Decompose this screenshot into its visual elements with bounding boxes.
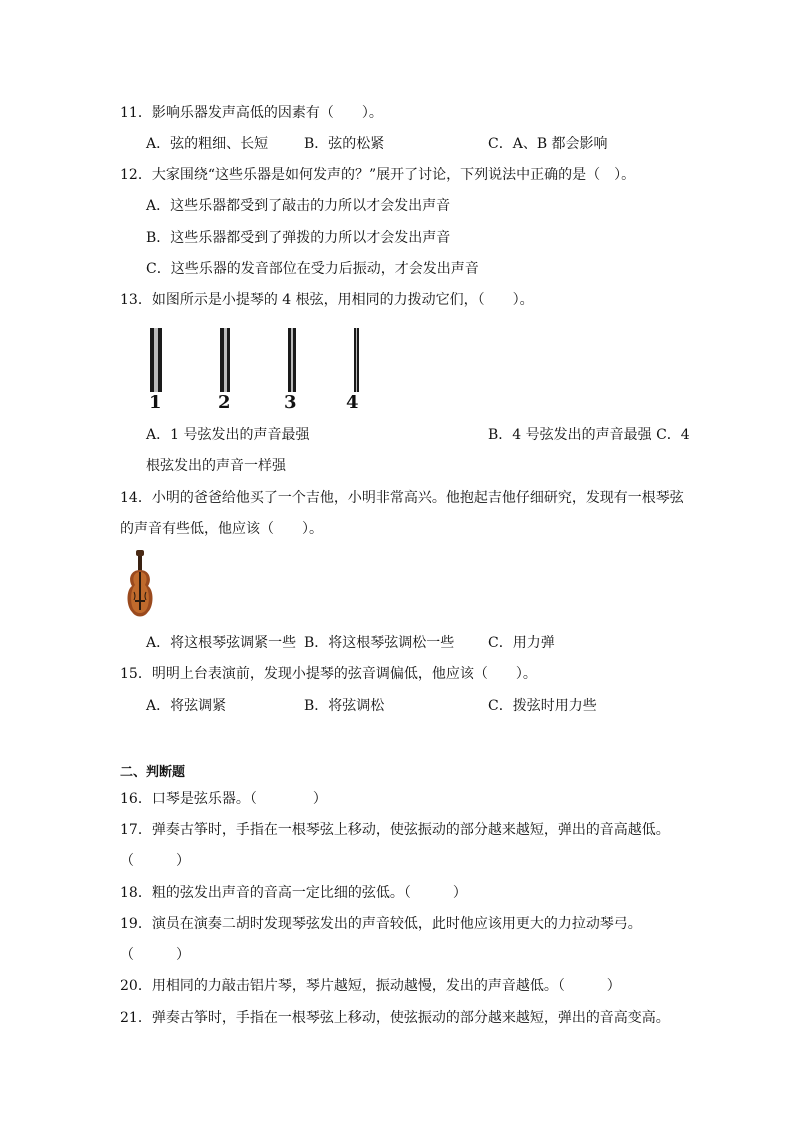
q13-option-c-continued: 根弦发出的声音一样强	[146, 458, 286, 474]
q21-text: 21．弹奏古筝时，手指在一根琴弦上移动，使弦振动的部分越来越短，弹出的音高变高。	[120, 1010, 670, 1026]
string-label-4: 4	[346, 392, 359, 413]
q15-option-b: B．将弦调松	[304, 698, 385, 714]
q16-text: 16．口琴是弦乐器。（ ）	[120, 791, 327, 807]
q19-answer-bracket: （ ）	[120, 947, 190, 963]
q11-option-c: C．A、B 都会影响	[488, 136, 608, 152]
q14-option-c: C．用力弹	[488, 635, 555, 651]
q13-stem: 13．如图所示是小提琴的 4 根弦，用相同的力拨动它们，（ ）。	[120, 292, 534, 308]
q14-stem-line1: 14．小明的爸爸给他买了一个吉他，小明非常高兴。他抱起吉他仔细研究，发现有一根琴弦	[120, 490, 684, 506]
string-3	[288, 328, 296, 392]
q12-option-a: A．这些乐器都受到了敲击的力所以才会发出声音	[146, 198, 451, 214]
string-label-1: 1	[149, 392, 162, 413]
string-4	[354, 328, 359, 392]
q11-option-a: A．弦的粗细、长短	[146, 136, 269, 152]
q14-option-b: B．将这根琴弦调松一些	[304, 635, 455, 651]
q19-line1: 19．演员在演奏二胡时发现琴弦发出的声音较低，此时他应该用更大的力拉动琴弓。	[120, 916, 642, 932]
q12-stem: 12．大家围绕“这些乐器是如何发声的？”展开了讨论，下列说法中正确的是（ ）。	[120, 167, 636, 183]
q17-answer-bracket: （ ）	[120, 853, 190, 869]
q12-option-c: C．这些乐器的发音部位在受力后振动，才会发出声音	[146, 261, 479, 277]
q11-option-b: B．弦的松紧	[304, 136, 385, 152]
q13-option-a: A．1 号弦发出的声音最强	[146, 427, 310, 443]
string-1	[150, 328, 162, 392]
q15-option-a: A．将弦调紧	[146, 698, 227, 714]
q13-option-bc: B．4 号弦发出的声音最强 C．4	[488, 427, 690, 443]
q20-text: 20．用相同的力敲击铝片琴，琴片越短，振动越慢，发出的声音越低。（ ）	[120, 978, 621, 994]
q15-option-c: C．拨弦时用力些	[488, 698, 597, 714]
q12-option-b: B．这些乐器都受到了弹拨的力所以才会发出声音	[146, 230, 451, 246]
q11-stem: 11．影响乐器发声高低的因素有（ ）。	[120, 105, 383, 121]
violin-icon	[120, 550, 160, 622]
section-title-judgment: 二、判断题	[120, 765, 186, 780]
q14-option-a: A．将这根琴弦调紧一些	[146, 635, 297, 651]
q17-line1: 17．弹奏古筝时，手指在一根琴弦上移动，使弦振动的部分越来越短，弹出的音高越低。	[120, 822, 670, 838]
violin-strings-figure	[140, 322, 380, 414]
q14-stem-line2: 的声音有些低，他应该（ ）。	[120, 521, 323, 537]
string-label-2: 2	[218, 392, 231, 413]
string-label-3: 3	[284, 392, 297, 413]
string-2	[220, 328, 230, 392]
q18-text: 18．粗的弦发出声音的音高一定比细的弦低。（ ）	[120, 885, 467, 901]
q15-stem: 15．明明上台表演前，发现小提琴的弦音调偏低，他应该（ ）。	[120, 666, 537, 682]
